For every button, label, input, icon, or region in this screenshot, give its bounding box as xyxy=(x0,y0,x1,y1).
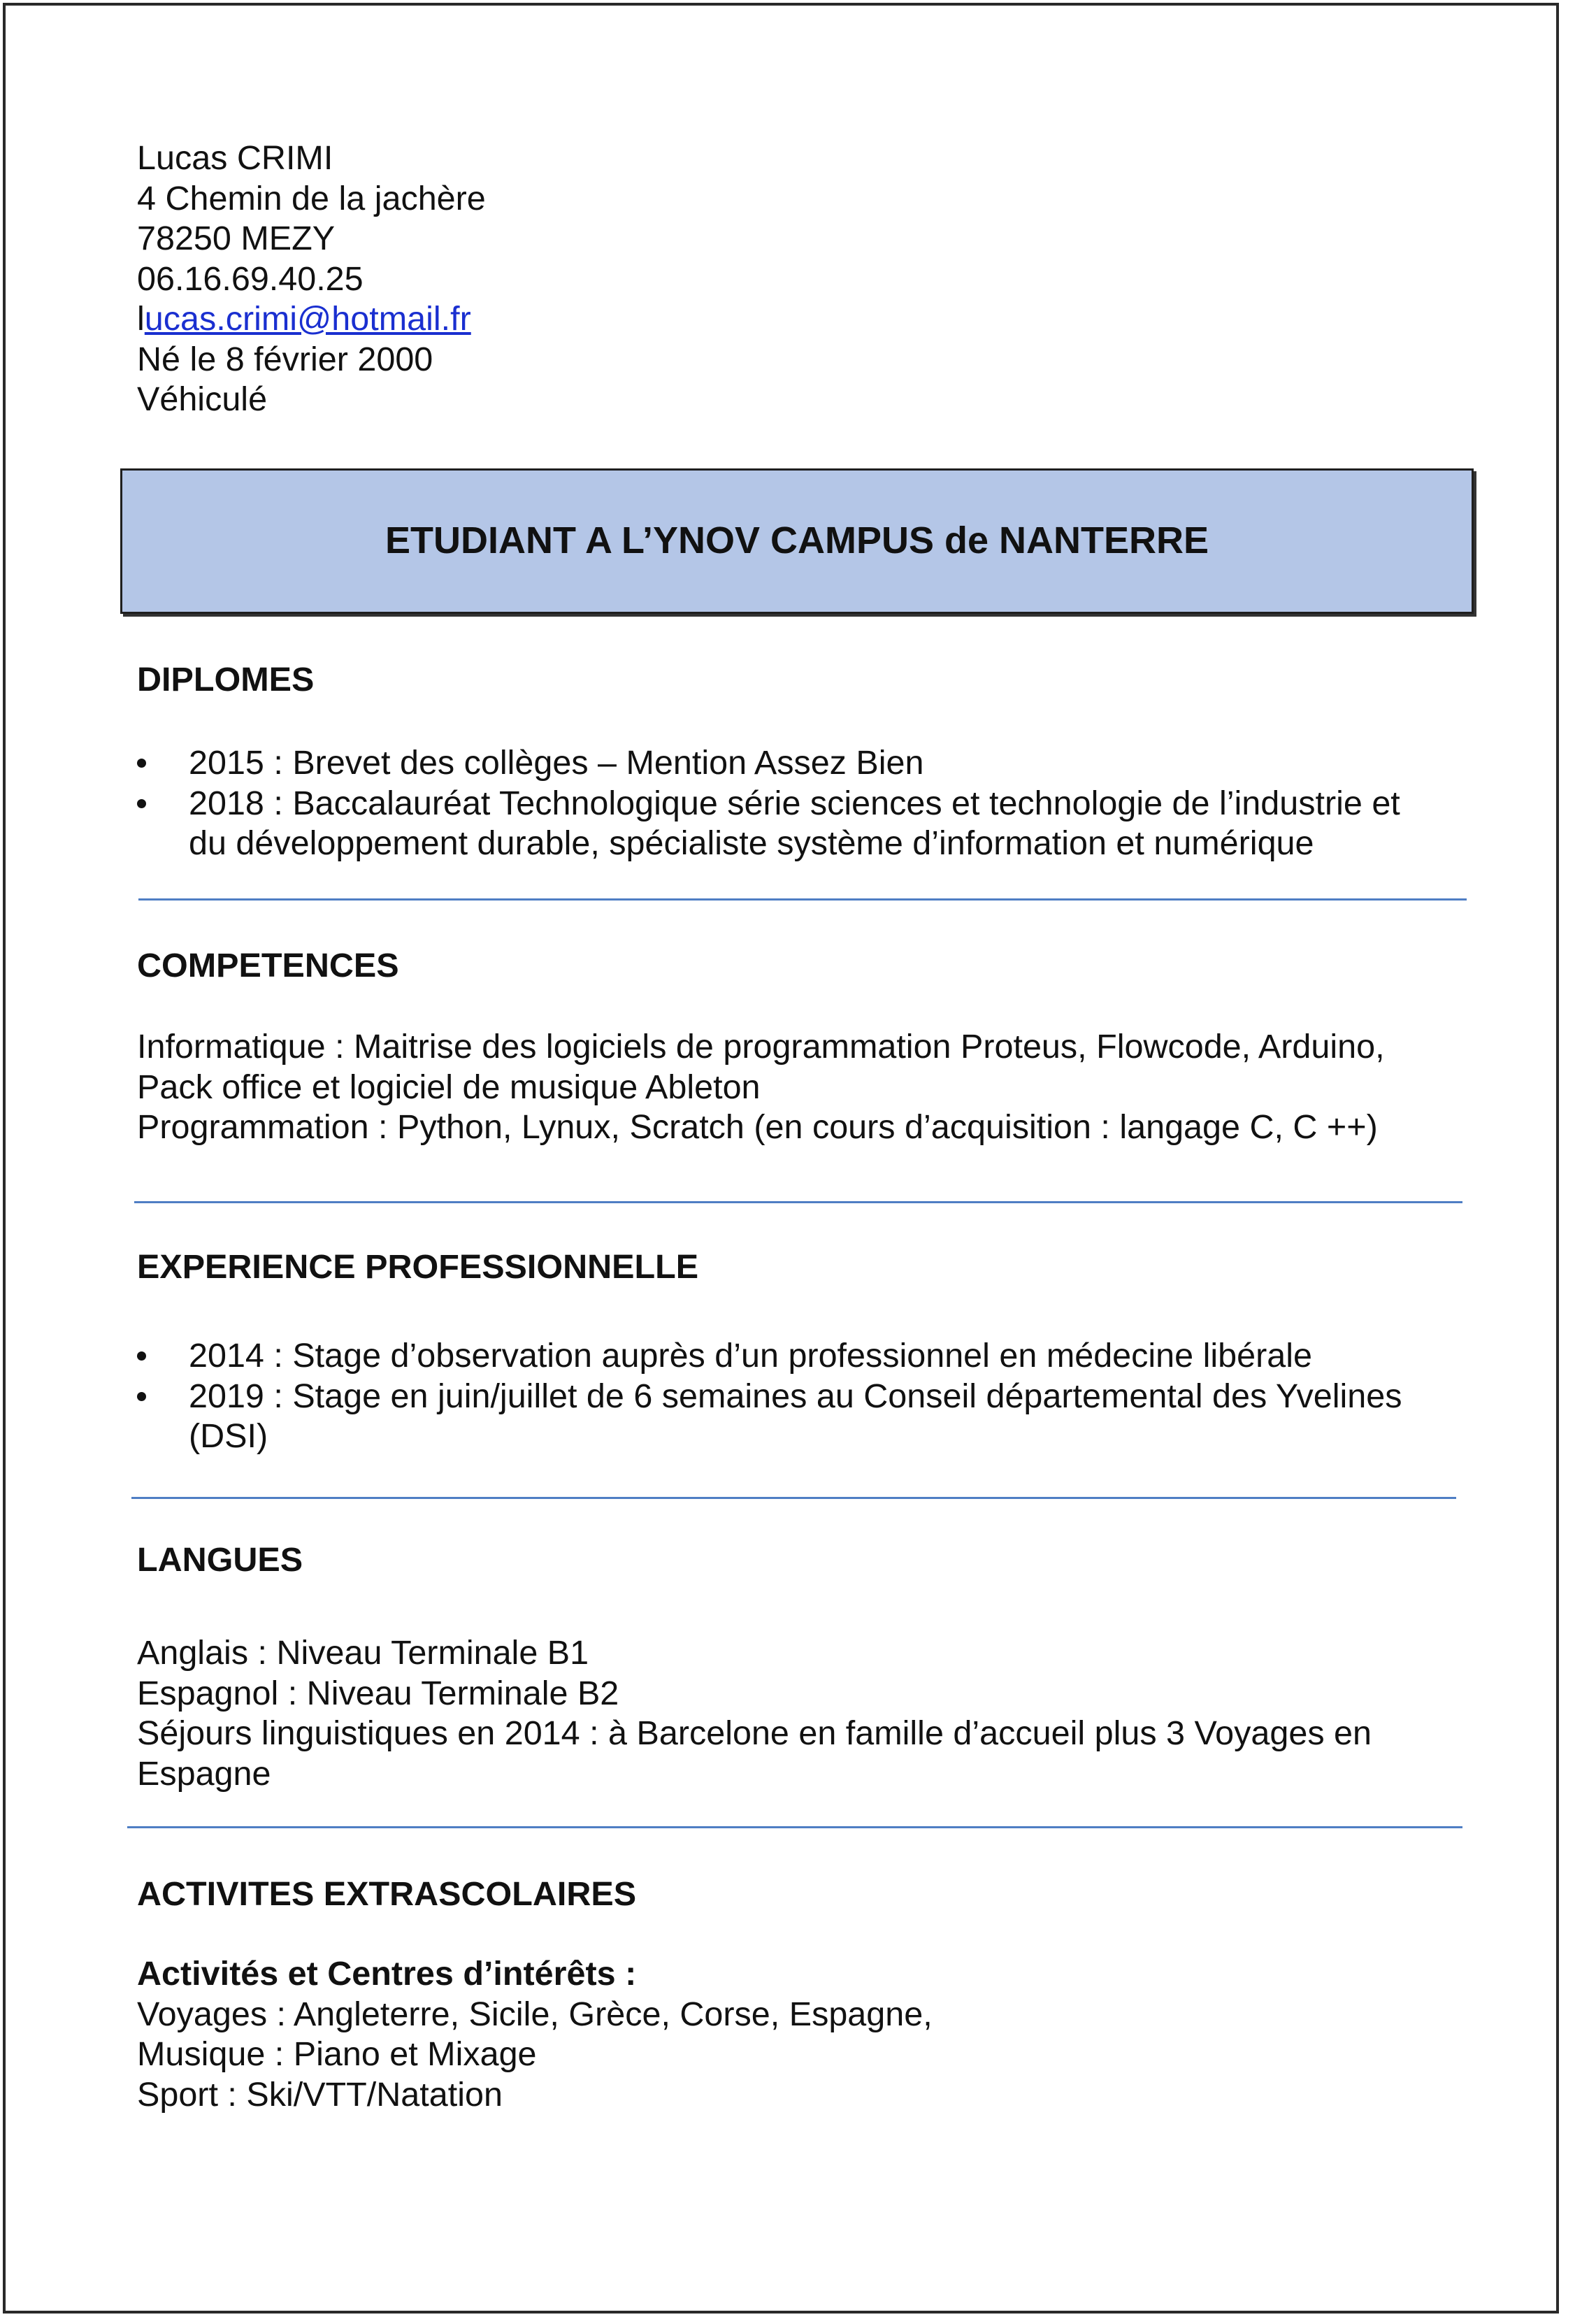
separator-line xyxy=(134,1201,1462,1203)
page-border-right xyxy=(1556,3,1559,2314)
experience-heading: EXPERIENCE PROFESSIONNELLE xyxy=(137,1248,699,1286)
contact-address-line1: 4 Chemin de la jachère xyxy=(137,179,486,217)
page-border-bottom xyxy=(3,2311,1559,2314)
competences-text xyxy=(137,1027,1385,1148)
list-item-text: 2014 : Stage d’observation auprès d’un professionnel en médecine libérale xyxy=(189,1337,1312,1375)
contact-vehicle: Véhiculé xyxy=(137,380,268,418)
competences-line: Informatique : Maitrise des logiciels de programmation Proteus, Flowcode, Arduino, xyxy=(137,1028,1385,1066)
experience-list xyxy=(137,1336,1402,1457)
list-item xyxy=(137,743,1400,784)
diplomes-list xyxy=(137,743,1400,864)
langues-line: Espagnol : Niveau Terminale B2 xyxy=(137,1674,619,1712)
competences-heading: COMPETENCES xyxy=(137,947,399,984)
title-banner xyxy=(120,468,1474,614)
activites-line: Musique : Piano et Mixage xyxy=(137,2035,537,2073)
activites-subheading: Activités et Centres d’intérêts : xyxy=(137,1955,637,1993)
list-item xyxy=(137,1377,1402,1457)
diplomes-heading: DIPLOMES xyxy=(137,661,315,698)
page-border-left xyxy=(3,3,6,2314)
contact-name: Lucas CRIMI xyxy=(137,139,333,177)
list-item xyxy=(137,1336,1402,1377)
langues-line: Séjours linguistiques en 2014 : à Barcelone en famille d’accueil plus 3 Voyages en xyxy=(137,1714,1372,1752)
activites-text xyxy=(137,1954,933,2115)
separator-line xyxy=(131,1497,1456,1499)
activites-line: Voyages : Angleterre, Sicile, Grèce, Corse, Espagne, xyxy=(137,1995,933,2033)
activites-heading: ACTIVITES EXTRASCOLAIRES xyxy=(137,1875,637,1913)
contact-phone: 06.16.69.40.25 xyxy=(137,259,364,298)
bullet-icon xyxy=(137,1392,146,1401)
list-item-text-cont: (DSI) xyxy=(189,1417,268,1455)
email-link[interactable]: ucas.crimi@hotmail.fr xyxy=(144,300,471,338)
email-prefix: l xyxy=(137,300,145,338)
list-item-text: 2018 : Baccalauréat Technologique série sciences et technologie de l’industrie et xyxy=(189,784,1400,822)
list-item-text: 2015 : Brevet des collèges – Mention Assez Bien xyxy=(189,744,924,782)
langues-heading: LANGUES xyxy=(137,1541,303,1579)
list-item-text-cont: du développement durable, spécialiste système d’information et numérique xyxy=(189,824,1314,862)
contact-birth: Né le 8 février 2000 xyxy=(137,340,433,378)
banner-title: ETUDIANT A L’YNOV CAMPUS de NANTERRE xyxy=(384,519,1209,562)
page-border-top xyxy=(3,3,1559,6)
langues-line: Espagne xyxy=(137,1754,271,1793)
separator-line xyxy=(138,898,1467,901)
activites-line: Sport : Ski/VTT/Natation xyxy=(137,2075,503,2114)
bullet-icon xyxy=(137,759,146,768)
list-item-text: 2019 : Stage en juin/juillet de 6 semaines au Conseil départemental des Yvelines xyxy=(189,1377,1402,1415)
separator-line xyxy=(127,1826,1462,1828)
langues-text xyxy=(137,1633,1372,1794)
contact-address-line2: 78250 MEZY xyxy=(137,220,336,257)
list-item xyxy=(137,784,1400,864)
bullet-icon xyxy=(137,1351,146,1361)
contact-email xyxy=(137,299,486,340)
competences-line: Programmation : Python, Lynux, Scratch (en cours d’acquisition : langage C, C ++) xyxy=(137,1108,1378,1146)
langues-line: Anglais : Niveau Terminale B1 xyxy=(137,1634,589,1672)
contact-block xyxy=(137,138,486,420)
bullet-icon xyxy=(137,799,146,808)
competences-line: Pack office et logiciel de musique Ableton xyxy=(137,1068,761,1106)
